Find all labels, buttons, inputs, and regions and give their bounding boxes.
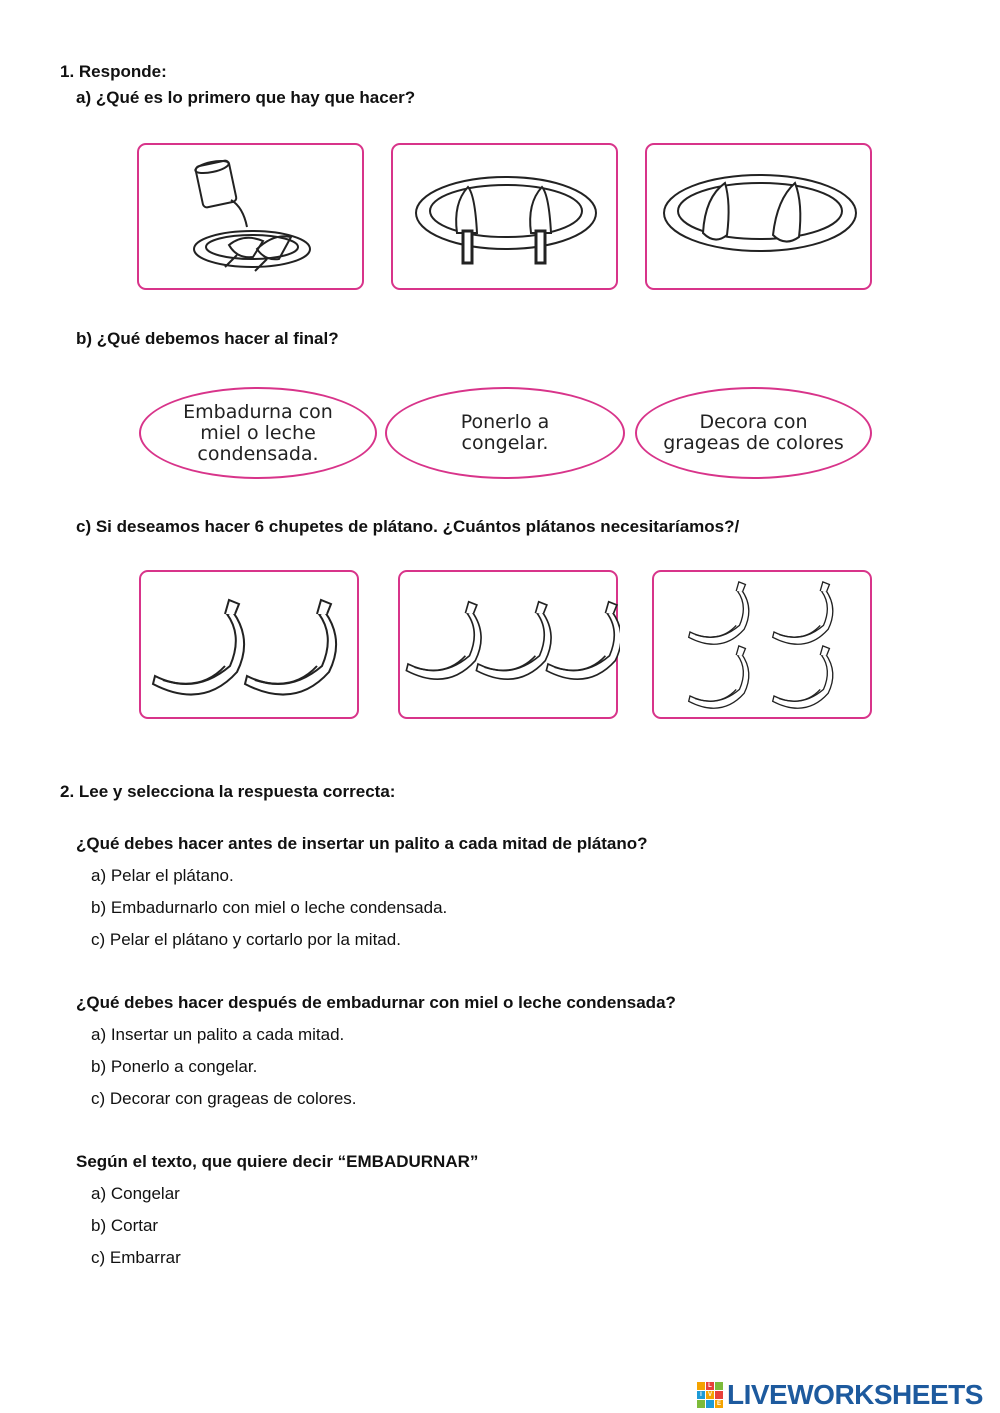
logo-mark-icon: L I V E <box>697 1382 723 1408</box>
question-2-2: ¿Qué debes hacer después de embadurnar con miel o leche condensada? <box>76 993 676 1012</box>
section1-title: 1. Responde: <box>60 62 167 81</box>
answer-option[interactable]: a) Pelar el plátano. <box>91 866 234 885</box>
answer-option[interactable]: b) Ponerlo a congelar. <box>91 1057 258 1076</box>
question-1c: c) Si deseamos hacer 6 chupetes de plátano. ¿Cuántos plátanos necesitaríamos?/ <box>76 517 740 536</box>
bananas-on-plate-illustration <box>647 145 874 292</box>
banana-option-four[interactable] <box>652 570 872 719</box>
answer-option[interactable]: a) Congelar <box>91 1184 180 1203</box>
oval-option-congelar[interactable]: Ponerlo a congelar. <box>385 387 625 479</box>
picture-option-bananas-plate[interactable] <box>645 143 872 290</box>
question-2-1: ¿Qué debes hacer antes de insertar un palito a cada mitad de plátano? <box>76 834 648 853</box>
question-1a: a) ¿Qué es lo primero que hay que hacer? <box>76 88 416 107</box>
logo-text: LIVEWORKSHEETS <box>727 1379 983 1410</box>
answer-option[interactable]: a) Insertar un palito a cada mitad. <box>91 1025 345 1044</box>
banana-option-three[interactable] <box>398 570 618 719</box>
pour-honey-illustration <box>139 145 366 292</box>
answer-option[interactable]: c) Embarrar <box>91 1248 181 1267</box>
answer-option[interactable]: c) Decorar con grageas de colores. <box>91 1089 357 1108</box>
three-bananas-illustration <box>400 572 620 721</box>
liveworksheets-logo <box>697 1380 983 1410</box>
bananas-on-sticks-illustration <box>393 145 620 292</box>
picture-option-pour-honey[interactable] <box>137 143 364 290</box>
picture-option-bananas-sticks[interactable] <box>391 143 618 290</box>
two-bananas-illustration <box>141 572 361 721</box>
answer-option[interactable]: c) Pelar el plátano y cortarlo por la mitad. <box>91 930 401 949</box>
question-1b: b) ¿Qué debemos hacer al final? <box>76 329 339 348</box>
section2-title: 2. Lee y selecciona la respuesta correcta: <box>60 782 396 801</box>
question-2-3: Según el texto, que quiere decir “EMBADURNAR” <box>76 1152 479 1171</box>
banana-option-two[interactable] <box>139 570 359 719</box>
answer-option[interactable]: b) Cortar <box>91 1216 159 1235</box>
oval-option-decora[interactable]: Decora con grageas de colores <box>635 387 872 479</box>
answer-option[interactable]: b) Embadurnarlo con miel o leche condensada. <box>91 898 448 917</box>
four-bananas-illustration <box>654 572 874 721</box>
oval-option-embadurna[interactable]: Embadurna con miel o leche condensada. <box>139 387 377 479</box>
